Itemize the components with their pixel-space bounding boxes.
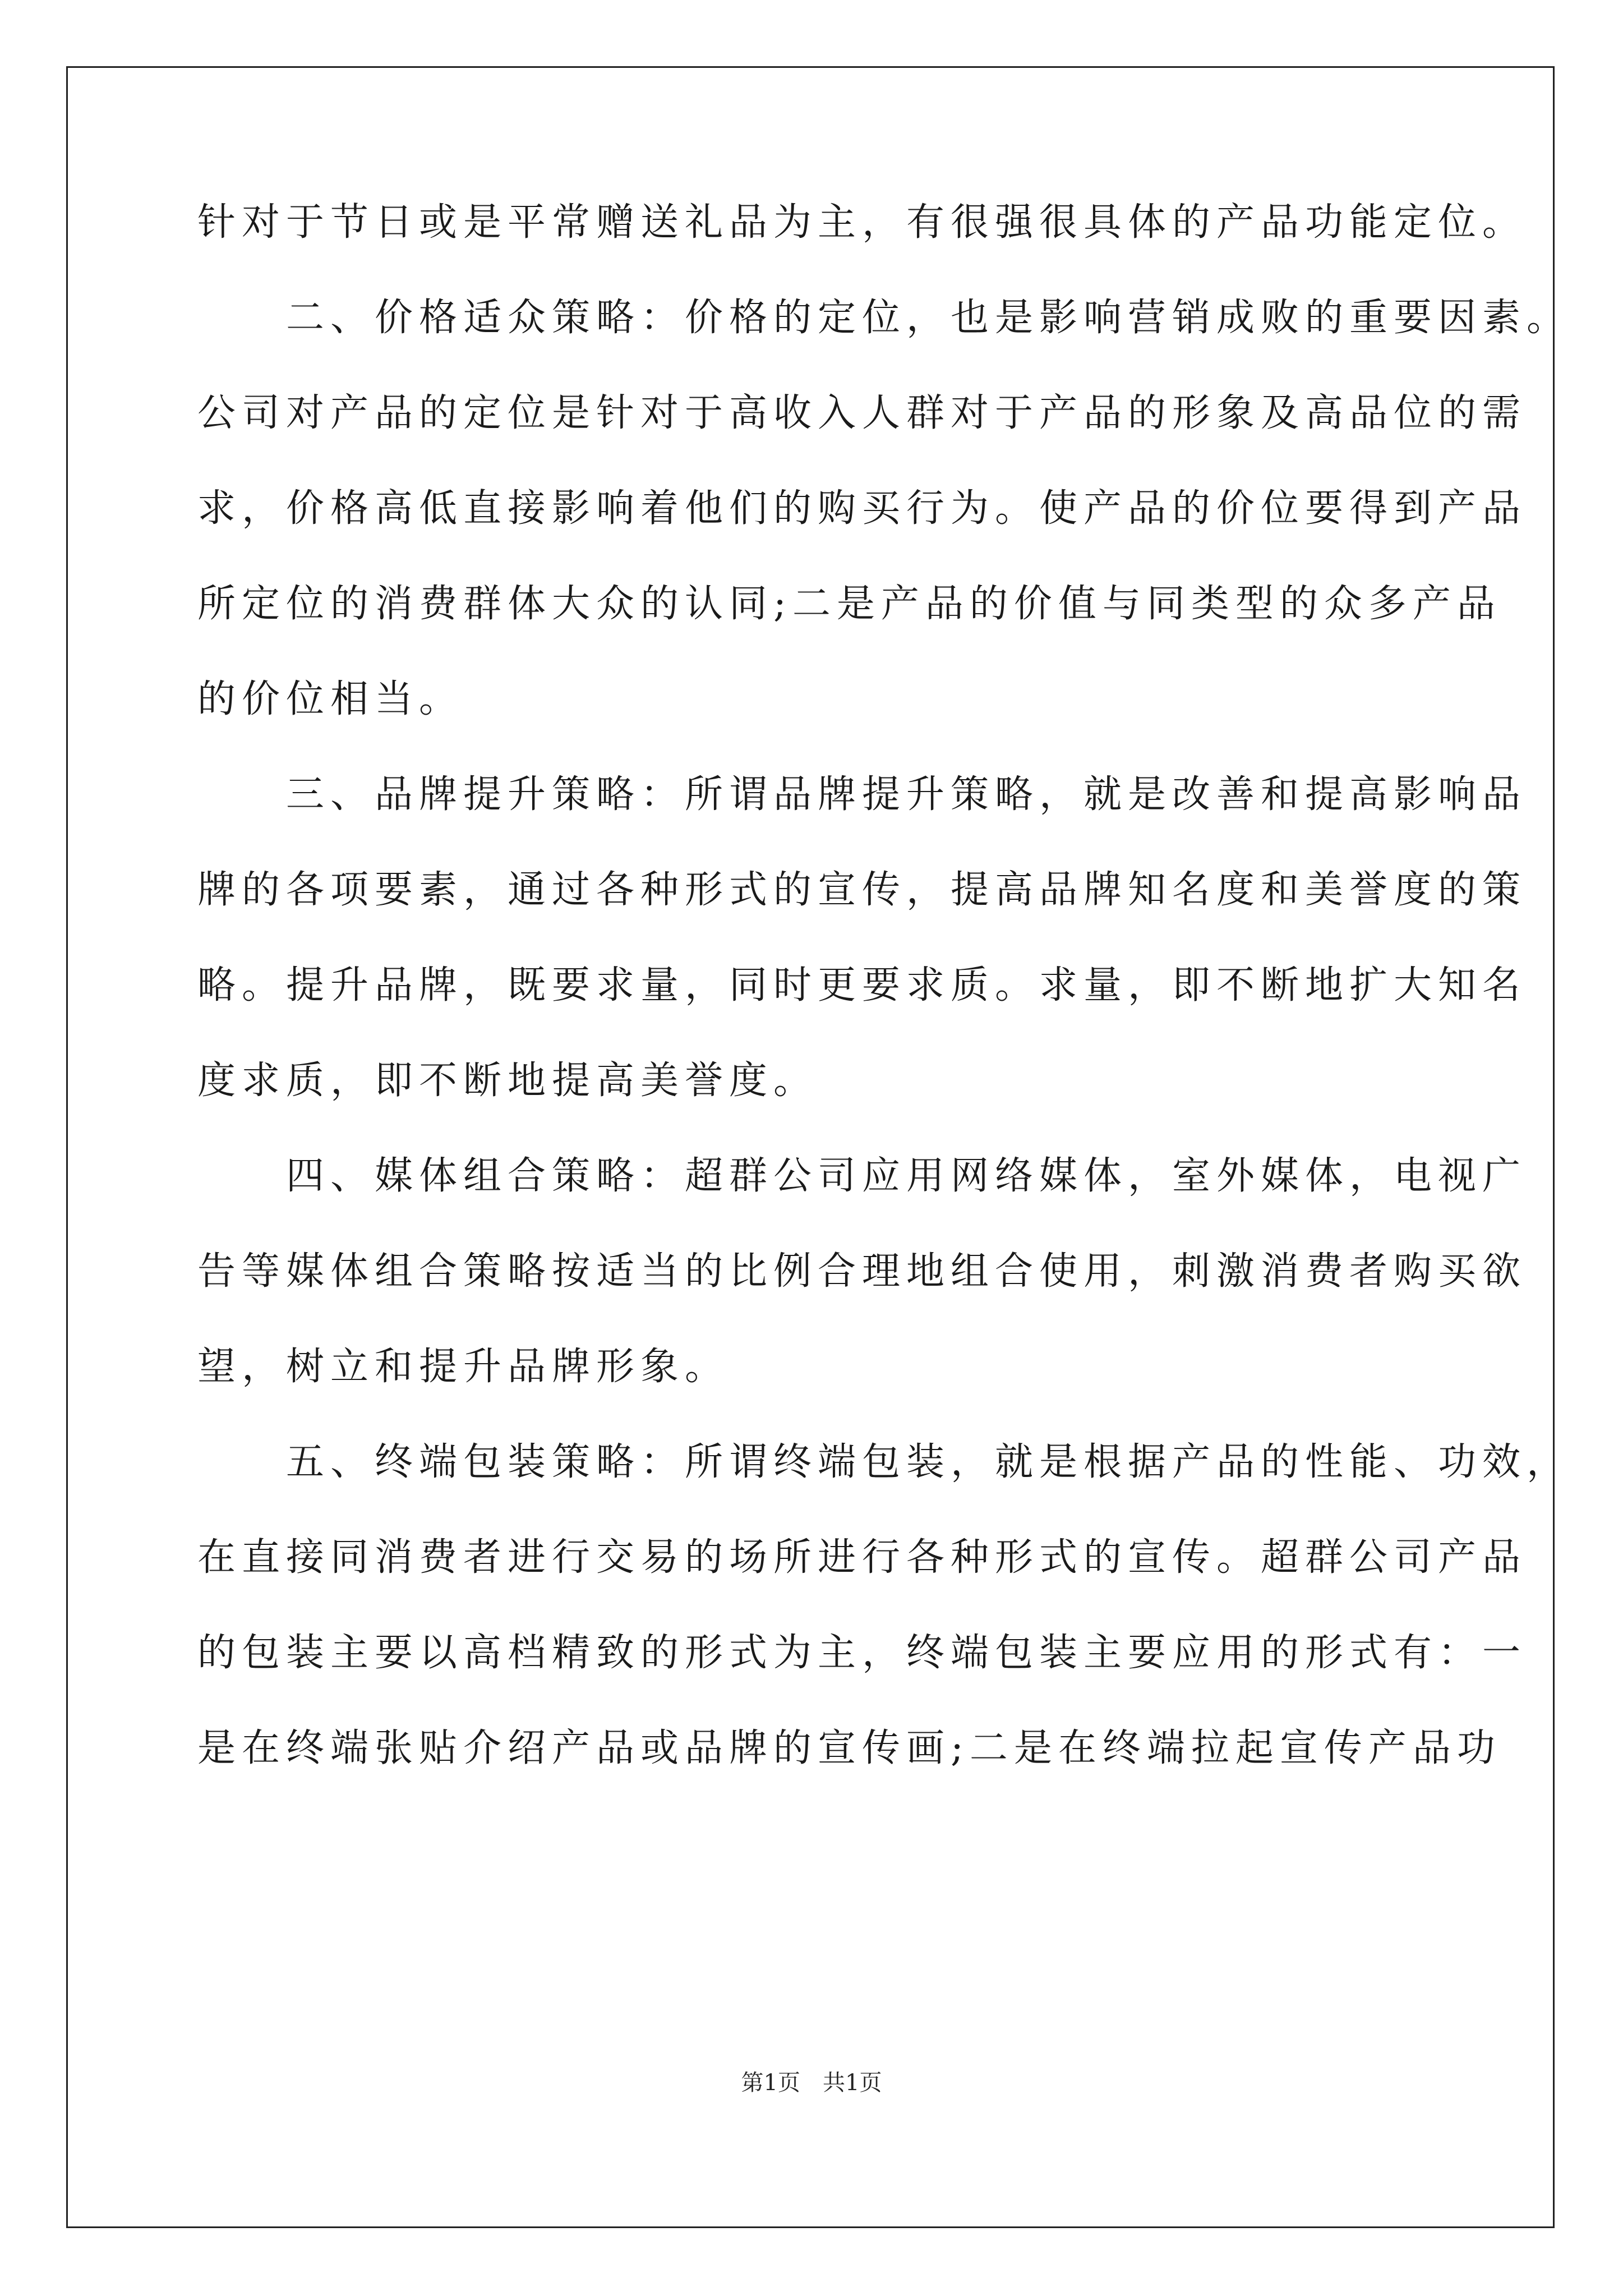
- text-line: 的包装主要以高档精致的形式为主，终端包装主要应用的形式有：一: [197, 1631, 1527, 1675]
- text-line: 的价位相当。: [197, 677, 464, 721]
- text-line: 望，树立和提升品牌形象。: [197, 1345, 730, 1389]
- text-line: 五、终端包装策略：所谓终端包装，就是根据产品的性能、功效，: [197, 1440, 1571, 1484]
- text-line: 所定位的消费群体大众的认同;二是产品的价值与同类型的众多产品: [197, 582, 1501, 626]
- text-line: 是在终端张贴介绍产品或品牌的宣传画;二是在终端拉起宣传产品功: [197, 1726, 1501, 1770]
- text-line: 略。提升品牌，既要求量，同时更要求质。求量，即不断地扩大知名: [197, 963, 1527, 1007]
- page-number-footer: 第1页 共1页: [741, 2070, 882, 2096]
- text-line: 告等媒体组合策略按适当的比例合理地组合使用，刺激消费者购买欲: [197, 1249, 1527, 1294]
- text-line: 在直接同消费者进行交易的场所进行各种形式的宣传。超群公司产品: [197, 1535, 1527, 1580]
- text-line: 三、品牌提升策略：所谓品牌提升策略，就是改善和提高影响品: [197, 772, 1527, 817]
- text-line: 牌的各项要素，通过各种形式的宣传，提高品牌知名度和美誉度的策: [197, 868, 1527, 912]
- text-line: 二、价格适众策略：价格的定位，也是影响营销成败的重要因素。: [197, 296, 1571, 340]
- text-line: 四、媒体组合策略：超群公司应用网络媒体，室外媒体，电视广: [197, 1154, 1527, 1198]
- text-line: 度求质，即不断地提高美誉度。: [197, 1059, 818, 1103]
- text-line: 公司对产品的定位是针对于高收入人群对于产品的形象及高品位的需: [197, 391, 1527, 435]
- text-line: 针对于节日或是平常赠送礼品为主，有很强很具体的产品功能定位。: [197, 200, 1527, 245]
- text-line: 求，价格高低直接影响着他们的购买行为。使产品的价位要得到产品: [197, 486, 1527, 531]
